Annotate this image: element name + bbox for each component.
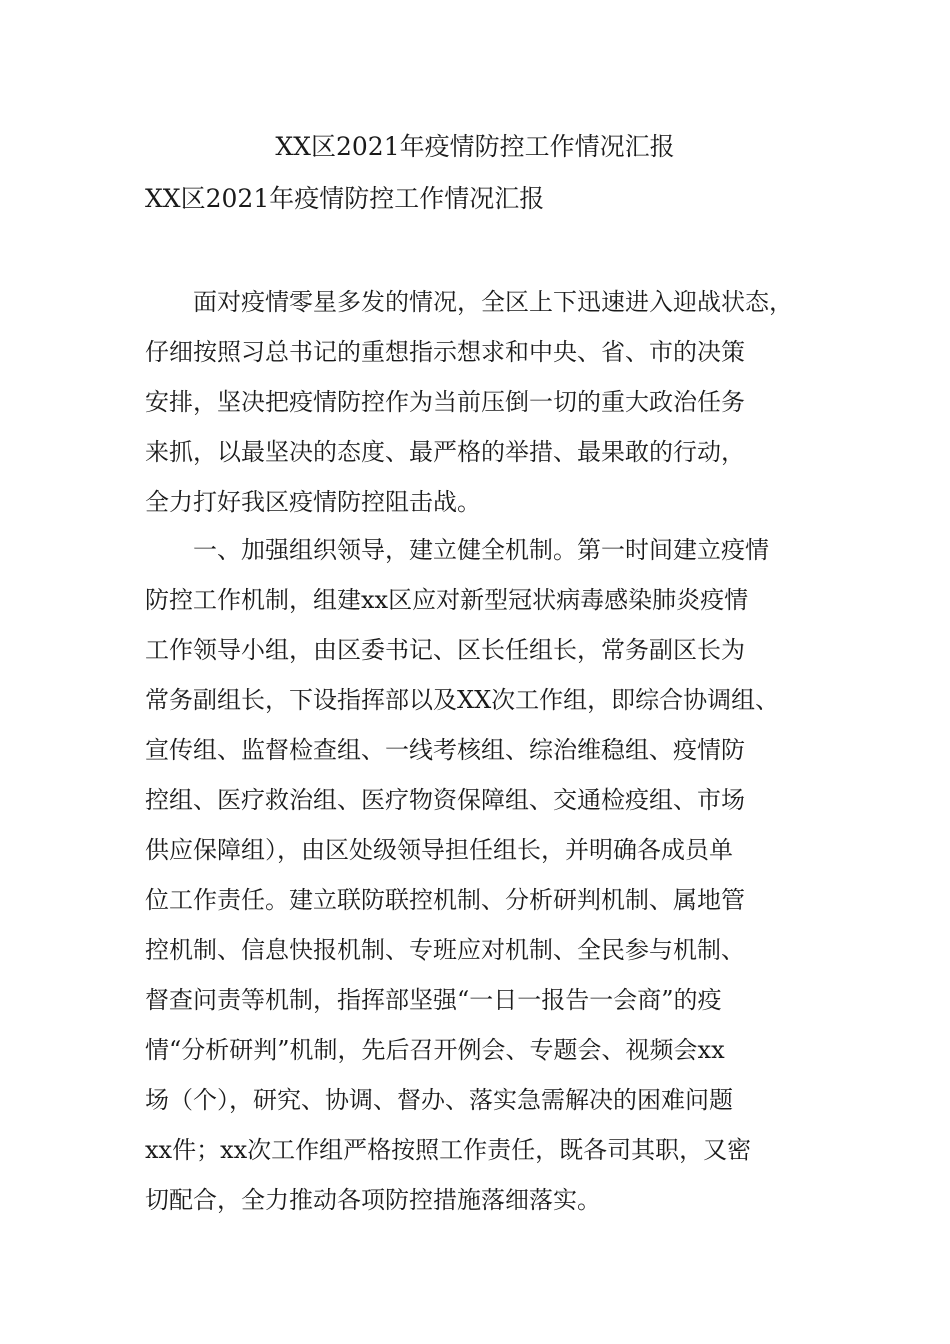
paragraph-2-line: 工作领导小组，由区委书记、区长任组长，常务副区长为 [145, 636, 745, 664]
document-title: XX区2021年疫情防控工作情况汇报 [275, 132, 675, 161]
paragraph-2-line: 督查问责等机制，指挥部坚强“一日一报告一会商”的疫 [145, 986, 722, 1014]
paragraph-2-line: 场（个），研究、协调、督办、落实急需解决的困难问题 [145, 1086, 733, 1114]
document-subtitle: XX区2021年疫情防控工作情况汇报 [145, 184, 545, 213]
paragraph-1-line: 安排，坚决把疫情防控作为当前压倒一切的重大政治任务 [145, 388, 745, 416]
paragraph-1-line: 来抓，以最坚决的态度、最严格的举措、最果敢的行动， [145, 438, 745, 466]
paragraph-2-line: 控机制、信息快报机制、专班应对机制、全民参与机制、 [145, 936, 745, 964]
paragraph-1-line: 仔细按照习总书记的重想指示想求和中央、省、市的决策 [145, 338, 745, 366]
paragraph-2-line: 一、加强组织领导，建立健全机制。第一时间建立疫情 [193, 536, 769, 564]
paragraph-2-line: 切配合，全力推动各项防控措施落细落实。 [145, 1186, 601, 1214]
paragraph-2-line: xx件；xx次工作组严格按照工作责任，既各司其职，又密 [145, 1136, 752, 1164]
paragraph-2-line: 供应保障组），由区处级领导担任组长，并明确各成员单 [145, 836, 733, 864]
paragraph-2-line: 控组、医疗救治组、医疗物资保障组、交通检疫组、市场 [145, 786, 745, 814]
paragraph-2-line: 位工作责任。建立联防联控机制、分析研判机制、属地管 [145, 886, 745, 914]
paragraph-1-line: 全力打好我区疫情防控阻击战。 [145, 488, 481, 516]
paragraph-2-line: 宣传组、监督检查组、一线考核组、综治维稳组、疫情防 [145, 736, 745, 764]
paragraph-2-line: 防控工作机制，组建xx区应对新型冠状病毒感染肺炎疫情 [145, 586, 749, 614]
paragraph-2-line: 常务副组长，下设指挥部以及XX次工作组，即综合协调组、 [145, 686, 780, 714]
paragraph-1-line: 面对疫情零星多发的情况，全区上下迅速进入迎战状态， [193, 288, 793, 316]
paragraph-2-line: 情“分析研判”机制，先后召开例会、专题会、视频会xx [145, 1036, 725, 1064]
